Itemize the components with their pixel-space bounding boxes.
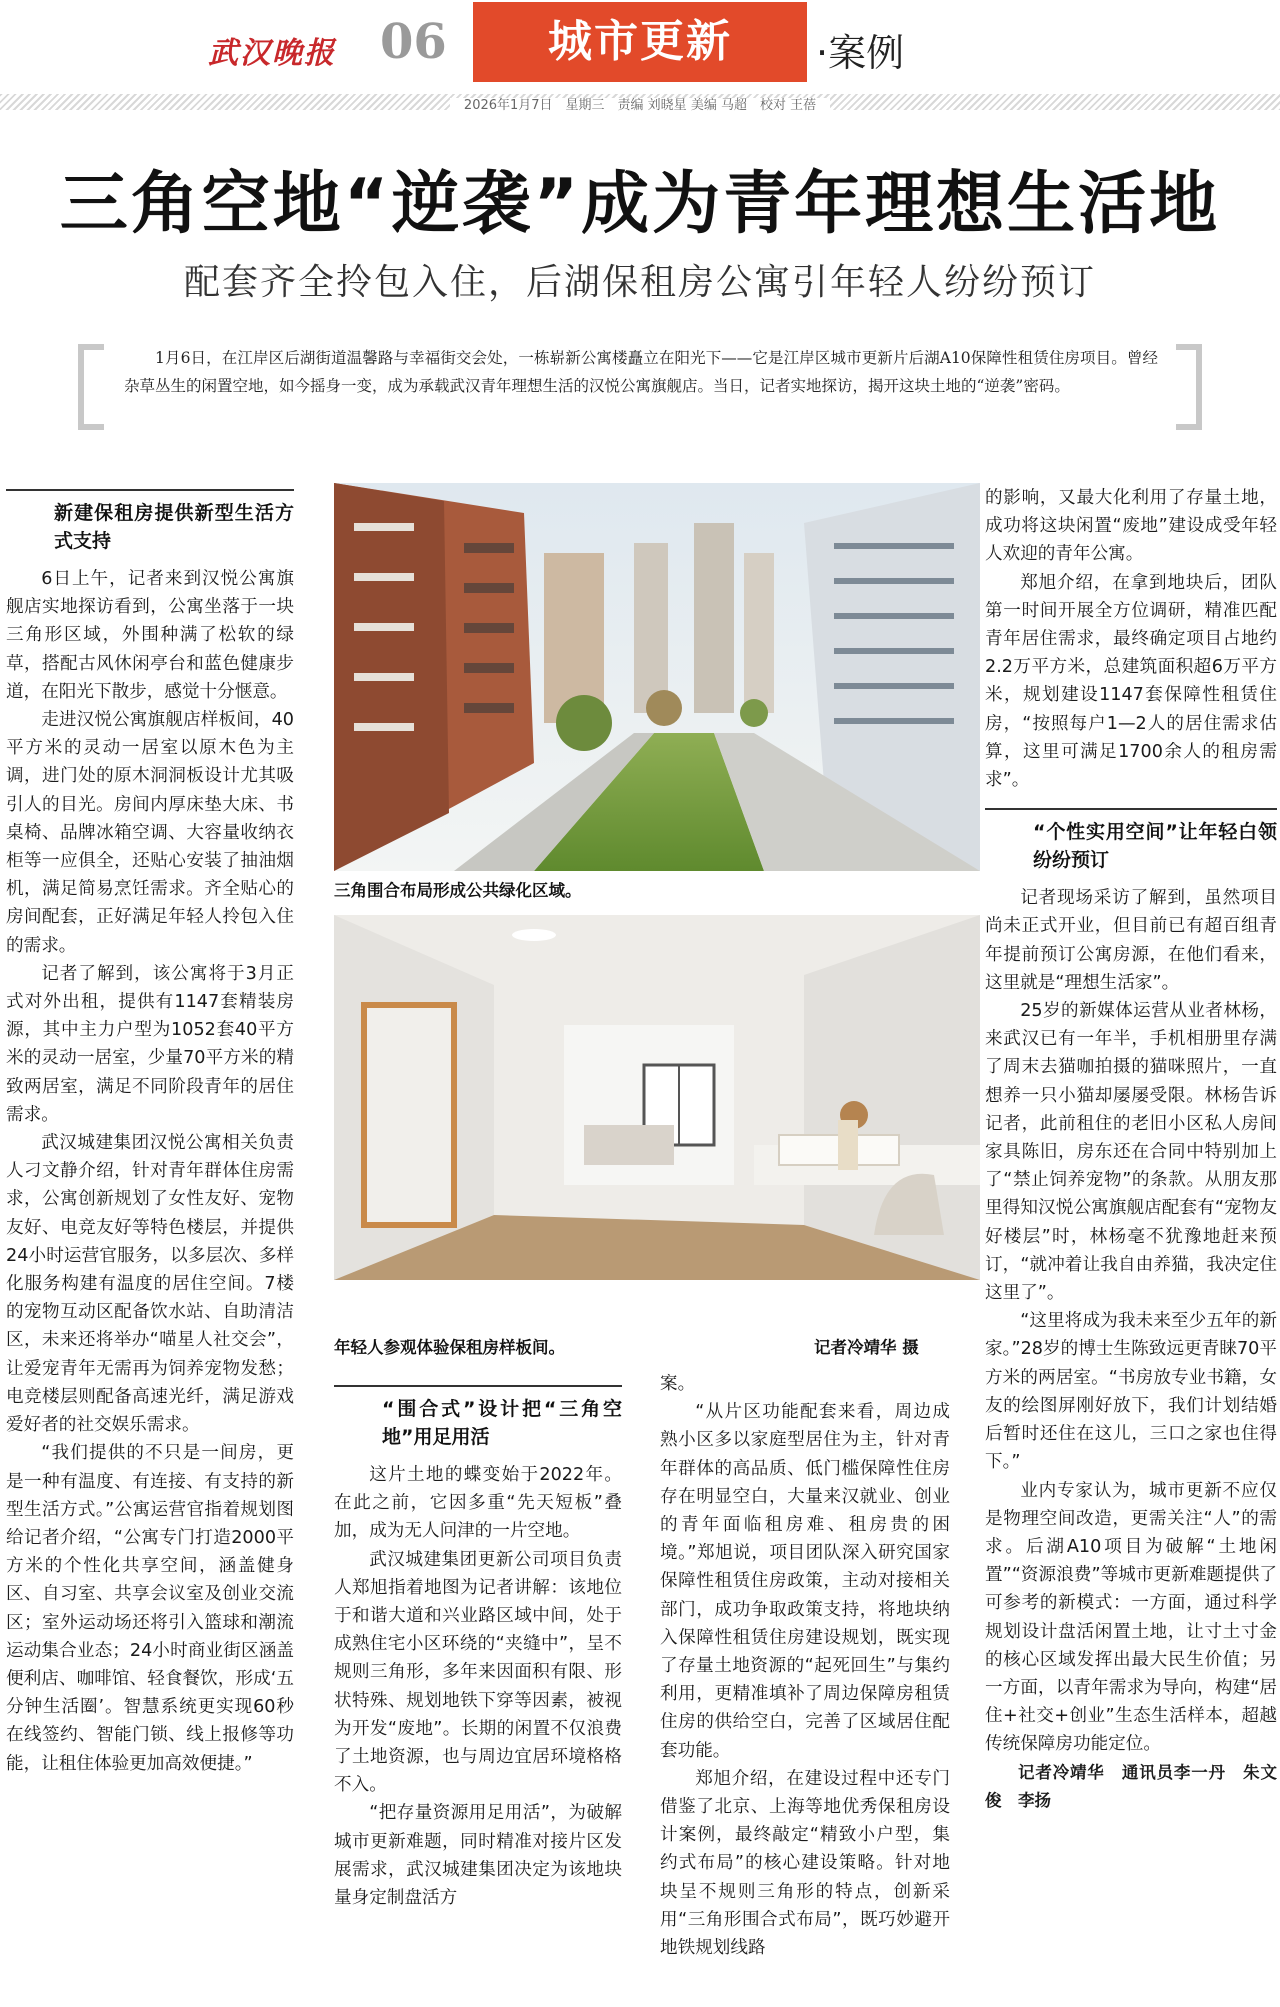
photo-caption-bottom: 年轻人参观体验保租房样板间。 bbox=[334, 1338, 565, 1357]
section-heading-2: “围合式”设计把“三角空地”用足用活 bbox=[334, 1385, 622, 1451]
paragraph: 武汉城建集团更新公司项目负责人郑旭指着地图为记者讲解：该地位于和谐大道和兴业路区域中间，处于成熟住宅小区环绕的“夹缝中”，呈不规则三角形，多年来因面积有限、形状特殊、规划地铁下穿等因素，被视为开发“废地”。长期的闲置不仅浪费了土地资源，也与周边宜居环境格格不入。 bbox=[334, 1549, 622, 1796]
section-heading-1: 新建保租房提供新型生活方式支持 bbox=[6, 489, 294, 555]
paragraph: 6日上午，记者来到汉悦公寓旗舰店实地探访看到，公寓坐落于一块三角形区域，外围种满了松软的绿草，搭配古风休闲亭台和蓝色健康步道，在阳光下散步，感觉十分惬意。 bbox=[6, 569, 294, 702]
section-heading-3: “个性实用空间”让年轻白领纷纷预订 bbox=[985, 808, 1277, 874]
paragraph: 记者了解到，该公寓将于3月正式对外出租，提供有1147套精装房源，其中主力户型为1052套40平方米的灵动一居室，少量70平方米的精致两居室，满足不同阶段青年的居住需求。 bbox=[6, 963, 294, 1125]
photo-credit: 记者冷靖华 摄 bbox=[814, 1338, 919, 1357]
column-2-body bbox=[334, 1461, 622, 1912]
column-1 bbox=[6, 489, 294, 1778]
paragraph: 郑旭介绍，在拿到地块后，团队第一时间开展全方位调研，精准匹配青年居住需求，最终确定项目占地约2.2万平方米，总建筑面积超6万平方米，规划建设1147套保障性租赁住房，“按照每户1—2人的居住需求估算，这里可满足1700余人的租房需求”。 bbox=[985, 572, 1277, 791]
paragraph: “从片区功能配套来看，周边成熟小区多以家庭型居住为主，针对青年群体的高品质、低门槛保障性住房存在明显空白，大量来汉就业、创业的青年面临租房难、租房贵的困境。”郑旭说，项目团队深入研究国家保障性租赁住房政策，主动对接相关部门，成功争取政策支持，将地块纳入保障性租赁住房建设规划，既实现了存量土地资源的“起死回生”与集约利用，更精准填补了周边保障房租赁住房的供给空白，完善了区域居住配套功能。 bbox=[660, 1402, 950, 1761]
paragraph: 郑旭介绍，在建设过程中还专门借鉴了北京、上海等地优秀保租房设计案例，最终敲定“精致小户型，集约式布局”的核心建设策略。针对地块呈不规则三角形的特点，创新采用“三角形围合式布局”，既巧妙避开地铁规划线路 bbox=[660, 1768, 950, 1959]
lede-bracket-right bbox=[1176, 344, 1202, 430]
paragraph: 的影响，又最大化利用了存量土地，成功将这块闲置“废地”建设成受年轻人欢迎的青年公寓。 bbox=[985, 488, 1277, 565]
paragraph: “我们提供的不只是一间房，更是一种有温度、有连接、有支持的新型生活方式。”公寓运营官指着规划图给记者介绍，“公寓专门打造2000平方米的个性化共享空间，涵盖健身区、自习室、共享会议室及创业交流区；室外运动场还将引入篮球和潮流运动集合业态；24小时商业街区涵盖便利店、咖啡馆、轻食餐饮，形成‘五分钟生活圈’。智慧系统更实现60秒在线签约、智能门锁、线上报修等功能，让租住体验更加高效便捷。” bbox=[6, 1443, 294, 1774]
paragraph: 这片土地的蝶变始于2022年。在此之前，它因多重“先天短板”叠加，成为无人问津的一片空地。 bbox=[334, 1465, 622, 1542]
photo-courtyard bbox=[334, 483, 980, 871]
byline: 记者冷靖华 通讯员李一丹 朱文俊 李扬 bbox=[985, 1762, 1277, 1810]
dateline bbox=[0, 94, 1280, 113]
page-number: 06 bbox=[380, 14, 447, 70]
photo-caption-top: 三角围合布局形成公共绿化区域。 bbox=[334, 881, 582, 900]
paper-name: 武汉晚报 bbox=[208, 36, 336, 71]
lede-bracket-left bbox=[78, 344, 104, 430]
sample-room-illustration bbox=[334, 915, 980, 1280]
headline: 三角空地“逆袭”成为青年理想生活地 bbox=[59, 165, 1221, 244]
paragraph: 走进汉悦公寓旗舰店样板间，40平方米的灵动一居室以原木色为主调，进门处的原木洞洞板设计尤其吸引人的目光。房间内厚床垫大床、书桌椅、品牌冰箱空调、大容量收纳衣柜等一应俱全，还贴心安装了抽油烟机，满足简易烹饪需求。齐全贴心的房间配套，正好满足年轻人拎包入住的需求。 bbox=[6, 710, 294, 956]
subheadline: 配套齐全拎包入住，后湖保租房公寓引年轻人纷纷预订 bbox=[183, 262, 1096, 303]
paragraph: 业内专家认为，城市更新不应仅是物理空间改造，更需关注“人”的需求。后湖A10项目为破解“土地闲置”“资源浪费”等城市更新难题提供了可参考的新模式：一方面，通过科学规划设计盘活闲置土地，让寸土寸金的核心区域发挥出最大民生价值；另一方面，以青年需求为导向，构建“居住+社交+创业”生态生活样本，超越传统保障房功能定位。 bbox=[985, 1480, 1277, 1755]
column-1-body bbox=[6, 565, 294, 1778]
paragraph: 武汉城建集团汉悦公寓相关负责人刁文静介绍，针对青年群体住房需求，公寓创新规划了女性友好、宠物友好、电竞友好等特色楼层，并提供24小时运营官服务，以多层次、多样化服务构建有温度的居住空间。7楼的宠物互动区配备饮水站、自助清洁区，未来还将举办“喵星人社交会”，让爱宠青年无需再为饲养宠物发愁；电竞楼层则配备高速光纤，满足游戏爱好者的社交娱乐需求。 bbox=[6, 1133, 294, 1436]
column-2 bbox=[334, 1385, 622, 1912]
column-4 bbox=[985, 484, 1277, 1815]
paragraph: 记者现场采访了解到，虽然项目尚未正式开业，但目前已有超百组青年提前预订公寓房源，在他们看来，这里就是“理想生活家”。 bbox=[985, 888, 1277, 993]
lede-paragraph: 1月6日，在江岸区后湖街道温馨路与幸福街交会处，一栋崭新公寓楼矗立在阳光下——它是江岸区城市更新片后湖A10保障性租赁住房项目。曾经杂草丛生的闲置空地，如今摇身一变，成为承载武汉青年理想生活的汉悦公寓旗舰店。当日，记者实地探访，揭开这块土地的“逆袭”密码。 bbox=[124, 349, 1158, 395]
courtyard-illustration bbox=[334, 483, 980, 871]
dateline-text: 2026年1月7日 星期三 责编 刘晓星 美编 马超 校对 王蓓 bbox=[450, 98, 830, 113]
paragraph: “这里将成为我未来至少五年的新家。”28岁的博士生陈致远更青睐70平方米的两居室。“书房放专业书籍，女友的绘图屏刚好放下，我们计划结婚后暂时还住在这儿，三口之家也住得下。” bbox=[985, 1311, 1277, 1473]
paragraph: “把存量资源用足用活”，为破解城市更新难题，同时精准对接片区发展需求，武汉城建集团决定为该地块量身定制盘活方 bbox=[334, 1803, 622, 1909]
subsection-title: ·案例 bbox=[816, 31, 905, 75]
paragraph: 25岁的新媒体运营从业者林杨，来武汉已有一年半，手机相册里存满了周末去猫咖拍摄的猫咪照片，一直想养一只小猫却屡屡受限。林杨告诉记者，此前租住的老旧小区私人房间家具陈旧，房东还在合同中特别加上了“禁止饲养宠物”的条款。从朋友那里得知汉悦公寓旗舰店配套有“宠物友好楼层”时，林杨毫不犹豫地赶来预订，“就冲着让我自由养猫，我决定住这里了”。 bbox=[985, 1001, 1277, 1304]
section-title: 城市更新 bbox=[473, 2, 807, 82]
paragraph: 案。 bbox=[660, 1374, 696, 1394]
photo-sample-room bbox=[334, 915, 980, 1280]
column-3 bbox=[660, 1370, 950, 1962]
